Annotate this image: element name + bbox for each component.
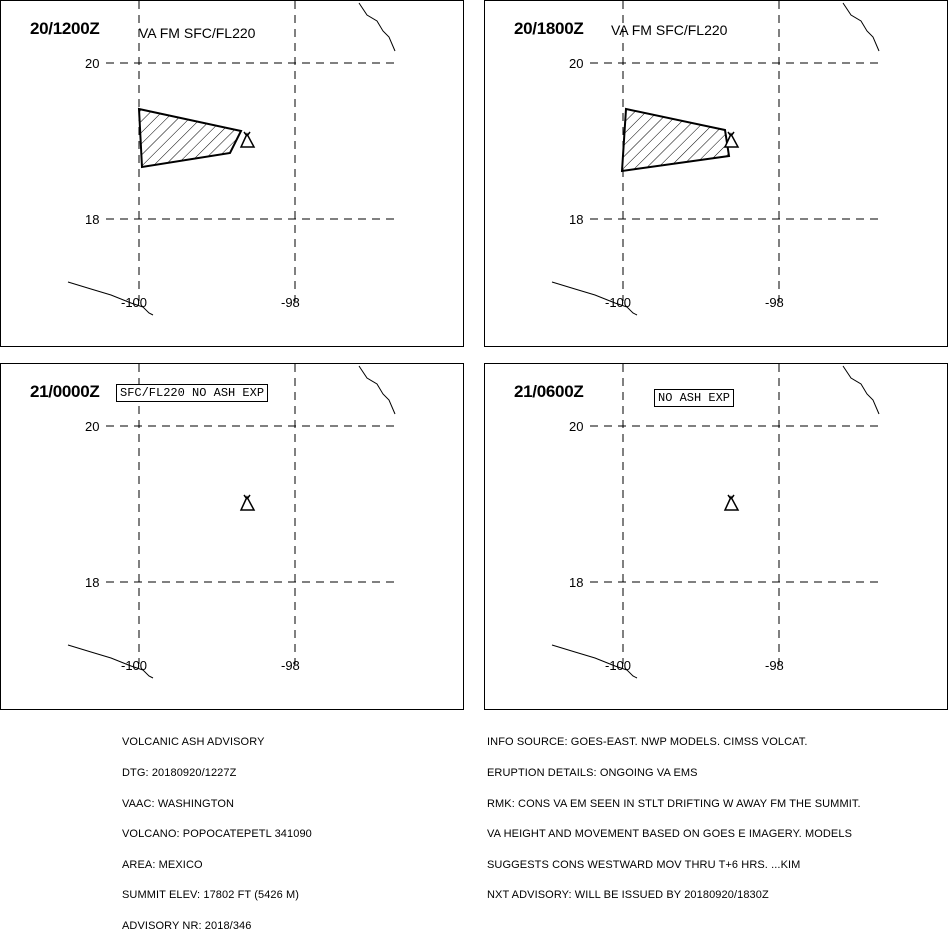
- coastline-ne: [359, 3, 395, 51]
- advisory-line: INFO SOURCE: GOES-EAST. NWP MODELS. CIMSS VOLCAT.: [487, 736, 808, 749]
- volcano-icon: [241, 495, 254, 510]
- panel-label: VA FM SFC/FL220: [611, 22, 728, 38]
- advisory-line: SUGGESTS CONS WESTWARD MOV THRU T+6 HRS. ...KIM: [487, 858, 801, 871]
- map-panel-2: [484, 0, 948, 347]
- advisory-line: ERUPTION DETAILS: ONGOING VA EMS: [487, 767, 698, 780]
- panel-time: 21/0600Z: [514, 382, 584, 401]
- advisory-line: VOLCANO: POPOCATEPETL 341090: [122, 828, 312, 841]
- coastline-ne: [843, 366, 879, 414]
- lat-label-20: 20: [85, 56, 100, 71]
- advisory-remarks-text: [487, 717, 861, 911]
- lon-label-100: -100: [605, 658, 632, 673]
- lat-label-18: 18: [85, 212, 100, 227]
- lat-label-20: 20: [569, 56, 584, 71]
- panel-time: 20/1800Z: [514, 19, 584, 38]
- lat-label-18: 18: [85, 575, 100, 590]
- panel-label: NO ASH EXP: [654, 389, 734, 407]
- advisory-line: ADVISORY NR: 2018/346: [122, 920, 252, 933]
- map-canvas-4: [485, 364, 948, 710]
- advisory-line: RMK: CONS VA EM SEEN IN STLT DRIFTING W AWAY FM THE SUMMIT.: [487, 797, 861, 810]
- advisory-line: VOLCANIC ASH ADVISORY: [122, 736, 265, 749]
- advisory-line: DTG: 20180920/1227Z: [122, 767, 237, 780]
- coastline-ne: [843, 3, 879, 51]
- volcano-icon: [725, 495, 738, 510]
- lon-label-98: -98: [281, 658, 300, 673]
- lon-label-100: -100: [605, 295, 632, 310]
- advisory-line: VAAC: WASHINGTON: [122, 797, 235, 810]
- coastline-ne: [359, 366, 395, 414]
- map-panel-3: [0, 363, 464, 710]
- lon-label-100: -100: [121, 658, 148, 673]
- advisory-header-text: [122, 717, 312, 941]
- lon-label-100: -100: [121, 295, 148, 310]
- map-canvas-3: [1, 364, 464, 710]
- panel-time: 21/0000Z: [30, 382, 100, 401]
- lon-label-98: -98: [281, 295, 300, 310]
- map-panel-1: [0, 0, 464, 347]
- ash-polygon-2: [622, 109, 729, 171]
- advisory-line: SUMMIT ELEV: 17802 FT (5426 M): [122, 889, 300, 902]
- panel-time: 20/1200Z: [30, 19, 100, 38]
- map-canvas-1: [1, 1, 464, 347]
- lat-label-20: 20: [569, 419, 584, 434]
- lat-label-20: 20: [85, 419, 100, 434]
- advisory-line: NXT ADVISORY: WILL BE ISSUED BY 20180920/1830Z: [487, 889, 769, 902]
- lat-label-18: 18: [569, 575, 584, 590]
- volcano-icon: [241, 132, 254, 147]
- lat-label-18: 18: [569, 212, 584, 227]
- lon-label-98: -98: [765, 295, 784, 310]
- lon-label-98: -98: [765, 658, 784, 673]
- advisory-line: VA HEIGHT AND MOVEMENT BASED ON GOES E IMAGERY. MODELS: [487, 828, 853, 841]
- advisory-line: AREA: MEXICO: [122, 858, 203, 871]
- panel-label: VA FM SFC/FL220: [139, 25, 256, 41]
- ash-polygon-1: [139, 109, 241, 167]
- panel-label: SFC/FL220 NO ASH EXP: [116, 384, 268, 402]
- map-canvas-2: [485, 1, 948, 347]
- map-panel-4: [484, 363, 948, 710]
